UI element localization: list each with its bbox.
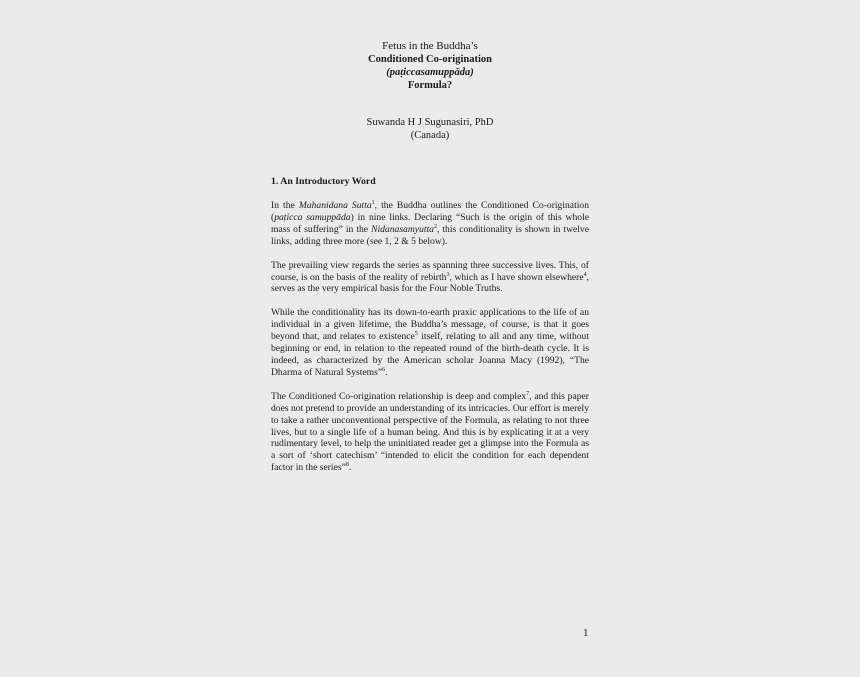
footnote-ref: 8 xyxy=(345,462,349,469)
footnote-ref: 3 xyxy=(446,271,450,278)
author-name: Suwanda H J Sugunasiri, PhD xyxy=(366,117,494,128)
title-block xyxy=(270,40,590,92)
page-number: 1 xyxy=(583,627,589,639)
footnote-ref: 6 xyxy=(382,366,386,373)
footnote-ref: 1 xyxy=(371,200,375,206)
footnote-ref: 7 xyxy=(526,390,530,397)
footnote-ref: 2 xyxy=(433,223,437,230)
document-body xyxy=(271,176,589,486)
title-line-3: (paṭiccasamuppāda) xyxy=(386,67,474,78)
title-line-2: Conditioned Co-origination xyxy=(368,54,492,65)
paragraph-3: While the conditionality has its down-to-earth praxic applications to the life of an individual in a given lifetime, the Buddha’s message, of course, is that it goes beyond that, and relates to existence$^5$ itself, relating to all and any time, without beginning or end, in relation to the repeated round of the birth-death cycle. It is indeed, as characterized by the American scholar Joanna Macy (1992), “The Dharma of Natural Systems”$^6$. xyxy=(271,307,589,378)
footnote-ref: 5 xyxy=(414,331,418,338)
title-line-4: Formula? xyxy=(407,80,453,91)
paragraph-1: In the Mahanidana Sutta$^1$, the Buddha outlines the Conditioned Co-origination (paṭicca samuppāda) in nine links. Declaring “Such is the origin of this whole mass of suffering” in the Nidanasamyutta$^2$, this conditionality is shown in twelve links, adding three more (see 1, 2 & 5 below). xyxy=(271,200,589,247)
title-line-1: Fetus in the Buddha’s xyxy=(382,40,478,52)
author-block xyxy=(270,117,590,142)
paragraph-2: The prevailing view regards the series as spanning three successive lives. This, of course, is on the basis of the reality of rebirth$^3$, which as I have shown elsewhere$^4$, serves as the very empirical basis for the Four Noble Truths. xyxy=(271,259,589,295)
footnote-ref: 4 xyxy=(583,271,587,278)
author-country: (Canada) xyxy=(410,129,450,141)
section-heading: 1. An Introductory Word xyxy=(271,176,376,187)
paragraph-4: The Conditioned Co-origination relationship is deep and complex$^7$, and this paper does not pretend to provide an understanding of its intricacies. Our effort is merely to take a rather unconventional perspective of the Formula, as relating to not three lives, but to a single life of a human being. And this is by explicating it at a very rudimentary level, to help the uninitiated reader get a glimpse into the Formula as a sort of ‘short catechism’ “intended to elicit the condition for each dependent factor in the series”$^8$. xyxy=(271,390,589,474)
